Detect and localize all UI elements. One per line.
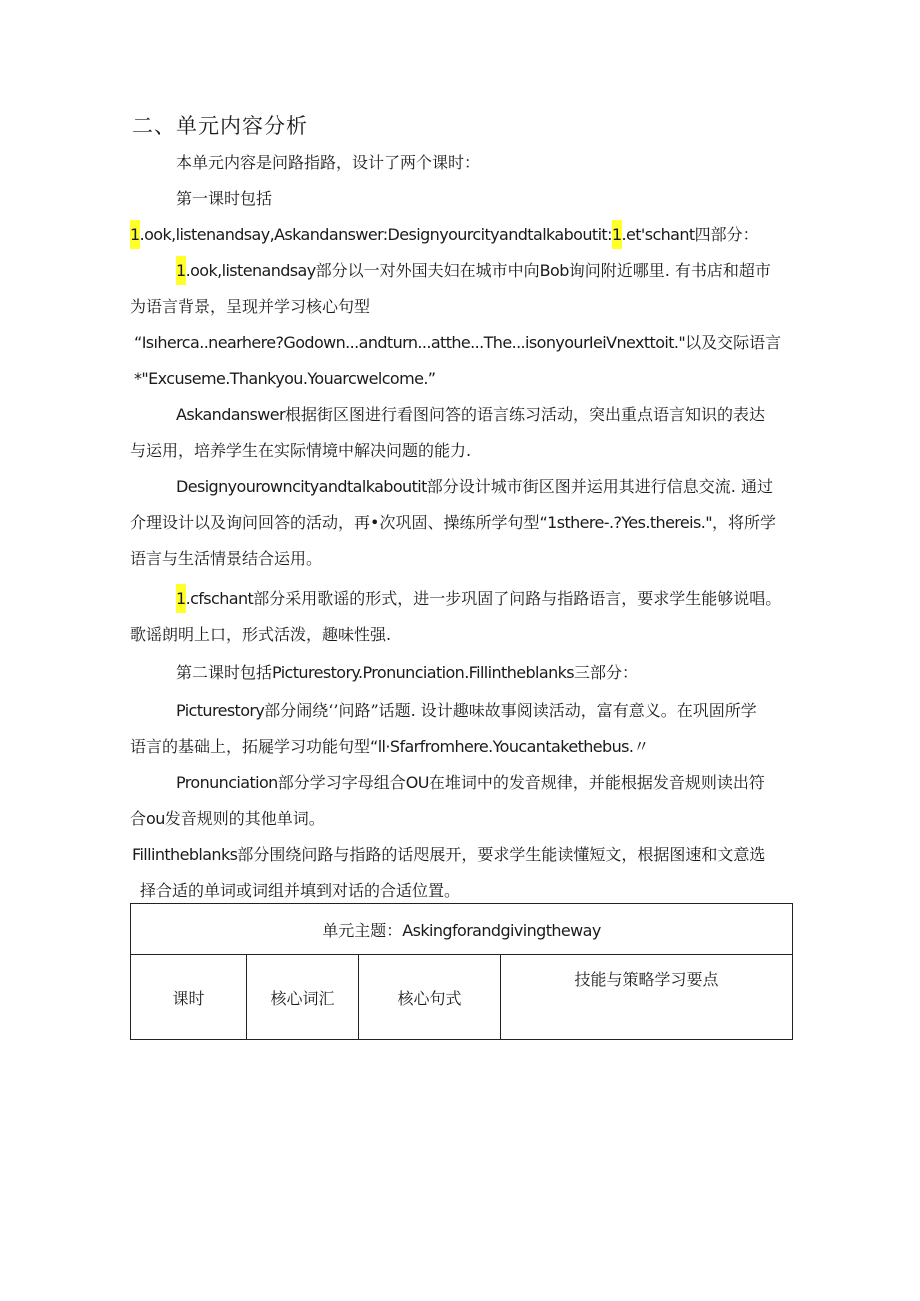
table-header-row	[131, 955, 793, 1040]
para1-line4: *"Excuseme.Thankyou.Youarcwelcome.”	[134, 369, 436, 388]
para3-line2: 介理设计以及询问回答的活动，再•次巩固、操练所学句型“1sthere-.?Yes.thereis."，将所学	[130, 513, 777, 532]
highlight-mark: 1	[612, 220, 622, 249]
para1-line3: “Isıherca..nearhere?Godown...andturn...atthe...The...isonyourIeiVnexttoit."以及交际语言	[134, 333, 782, 352]
header-lesson: 课时	[131, 955, 247, 1040]
para4-line2: 歌谣朗明上口，形式活泼，趣味性强.	[130, 625, 392, 644]
l2-para1-line2: 语言的基础上，拓屣学习功能句型“ll·Sfarfromhere.Youcantakethebus.〃	[130, 737, 649, 756]
l2-para1-line1: Picturestory部分闹绕‘’问路”话题. 设计趣味故事阅读活动，富有意义。在巩固所学	[176, 701, 757, 720]
l2-para2-line2: 合ou发音规则的其他单词。	[130, 809, 325, 828]
para1-line2: 为语言背景，呈现并学习核心句型	[130, 297, 371, 316]
lesson1-parts-line: 1.ook,listenandsay,Askandanswer:Designyourcityandtalkaboutit:1.et'schant四部分：	[130, 224, 759, 246]
para2-line2: 与运用，培养学生在实际情境中解决问题的能力.	[130, 441, 472, 460]
lesson2-label: 第二课时包括Picturestory.Pronunciation.Fillintheblanks三部分：	[176, 663, 639, 682]
l2-para2-line1: Pronunciation部分学习字母组合OU在堆词中的发音规律，并能根据发音规则读出符	[176, 773, 765, 792]
para3-line3: 语言与生活情景结合运用。	[130, 549, 323, 568]
highlight-mark: 1	[176, 256, 186, 285]
l2-para3-line1: Fillintheblanks部分围绕问路与指路的话咫展开，要求学生能读懂短文，根据图速和文意选	[132, 845, 766, 864]
header-core-vocabulary: 核心词汇	[247, 955, 359, 1040]
lesson1-label: 第一课时包括	[176, 189, 273, 208]
para2-line1: Askandanswer根据街区图进行看图问答的语言练习活动，突出重点语言知识的表达	[176, 405, 765, 424]
table-title-row	[131, 904, 793, 955]
l2-para3-line2: 择合适的单词或词组并填到对话的合适位置。	[140, 881, 461, 900]
para4-line1: 1.cfschant部分采用歌谣的形式，进一步巩固了问路与指路语言，要求学生能够说唱。	[176, 588, 781, 610]
highlight-mark: 1	[176, 584, 186, 613]
highlight-mark: 1	[130, 220, 140, 249]
table-title: 单元主题：Askingforandgivingtheway	[131, 904, 793, 955]
unit-table	[130, 903, 793, 1040]
section-heading: 二、单元内容分析	[132, 114, 308, 138]
para1-line1: 1.ook,listenandsay部分以一对外国夫妇在城市中向Bob询问附近哪里. 有书店和超市	[176, 260, 771, 282]
intro-line: 本单元内容是问路指路，设计了两个课时：	[176, 153, 481, 172]
header-core-sentences: 核心句式	[359, 955, 501, 1040]
header-skills-strategies: 技能与策略学习要点	[501, 955, 793, 1040]
para3-line1: Designyourowncityandtalkaboutit部分设计城市街区图并运用其进行信息交流. 通过	[176, 477, 773, 496]
